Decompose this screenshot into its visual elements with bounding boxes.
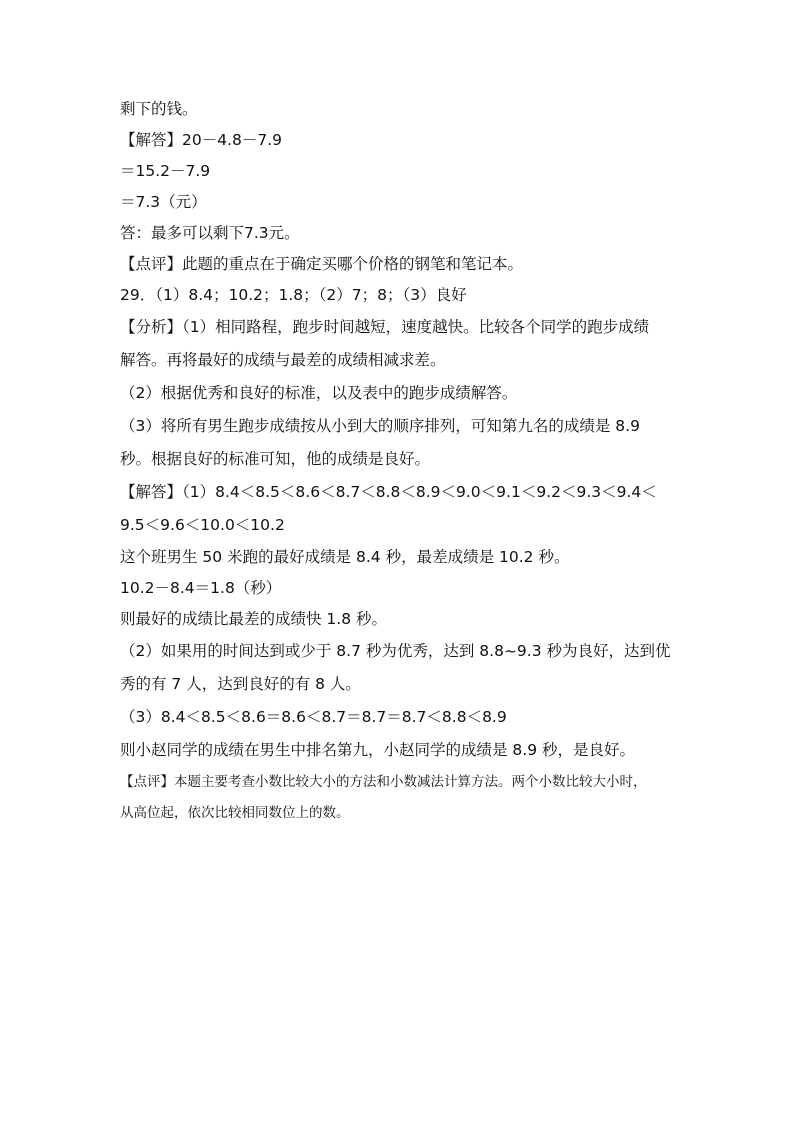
- answer-line: 则最好的成绩比最差的成绩快 1.8 秒。: [120, 610, 388, 628]
- calculation-line: 10.2－8.4＝1.8（秒）: [120, 579, 282, 597]
- analysis-line: （3）将所有男生跑步成绩按从小到大的顺序排列，可知第九名的成绩是 8.9: [120, 417, 640, 435]
- answer-line: （3）8.4＜8.5＜8.6＝8.6＜8.7＝8.7＝8.7＜8.8＜8.9: [120, 708, 507, 726]
- comment-line: 【点评】本题主要考查小数比较大小的方法和小数减法计算方法。两个小数比较大小时，: [120, 774, 647, 790]
- answer-line: （2）如果用的时间达到或少于 8.7 秒为优秀，达到 8.8~9.3 秒为良好，达到优: [120, 642, 671, 660]
- analysis-line: 秒。根据良好的标准可知，他的成绩是良好。: [120, 450, 431, 468]
- analysis-line: （2）根据优秀和良好的标准，以及表中的跑步成绩解答。: [120, 384, 518, 402]
- answer-line: 则小赵同学的成绩在男生中排名第九，小赵同学的成绩是 8.9 秒，是良好。: [120, 741, 636, 759]
- comment-line: 【点评】此题的重点在于确定买哪个价格的钢笔和笔记本。: [120, 255, 524, 273]
- question-29-answer: 29．（1）8.4；10.2；1.8；（2）7；8；（3）良好: [120, 286, 467, 304]
- document-body: [120, 94, 680, 829]
- calculation-line: ＝15.2－7.9: [120, 162, 211, 180]
- answer-line: 【解答】20－4.8－7.9: [120, 131, 283, 149]
- answer-line: 秀的有 7 人，达到良好的有 8 人。: [120, 675, 361, 693]
- calculation-line: ＝7.3（元）: [120, 193, 207, 211]
- comment-line: 从高位起，依次比较相同数位上的数。: [120, 805, 350, 821]
- analysis-line: 【分析】（1）相同路程，跑步时间越短，速度越快。比较各个同学的跑步成绩: [120, 318, 650, 336]
- text-line: 剩下的钱。: [120, 100, 198, 118]
- answer-statement: 答：最多可以剩下7.3元。: [120, 224, 300, 242]
- answer-line: 【解答】（1）8.4＜8.5＜8.6＜8.7＜8.8＜8.9＜9.0＜9.1＜9.2＜9.3＜9.4＜: [120, 483, 657, 501]
- answer-line: 9.5＜9.6＜10.0＜10.2: [120, 516, 285, 534]
- analysis-line: 解答。再将最好的成绩与最差的成绩相减求差。: [120, 351, 446, 369]
- answer-line: 这个班男生 50 米跑的最好成绩是 8.4 秒，最差成绩是 10.2 秒。: [120, 548, 570, 566]
